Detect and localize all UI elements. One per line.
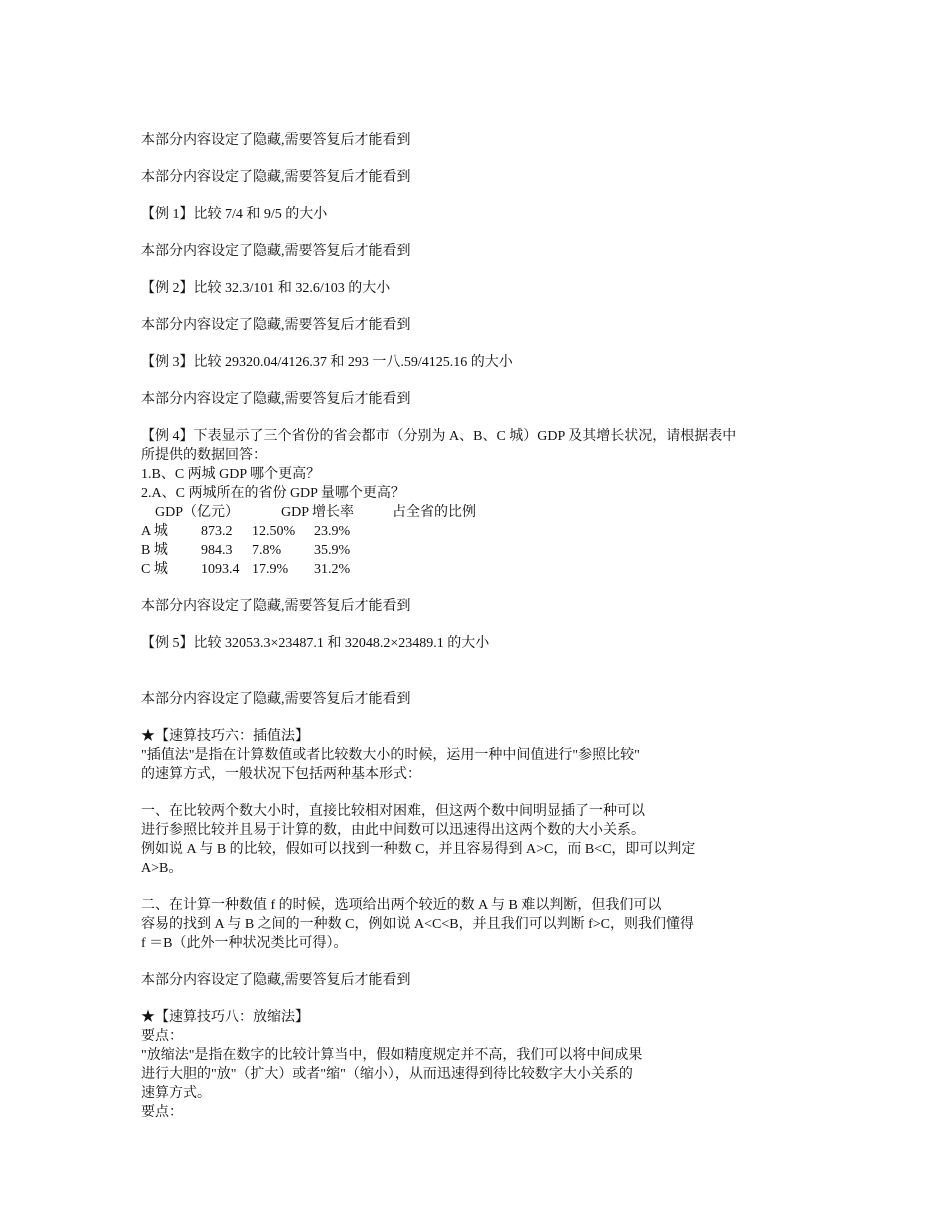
- table-row: [141, 560, 821, 579]
- hidden-notice: 本部分内容设定了隐藏,需要答复后才能看到: [141, 392, 411, 407]
- example-5: 【例 5】比较 32053.3×23487.1 和 32048.2×23489.1 的大小: [141, 636, 490, 651]
- table-cell: 1093.4: [201, 562, 240, 577]
- example-4-question-1: 1.B、C 两城 GDP 哪个更高？: [141, 467, 321, 482]
- tip-6-form-2: f ＝B（此外一种状况类比可得）。: [141, 936, 348, 951]
- tip-8-title: ★【速算技巧八：放缩法】: [141, 1010, 309, 1025]
- hidden-notice: 本部分内容设定了隐藏,需要答复后才能看到: [141, 599, 411, 614]
- table-row: [141, 541, 821, 560]
- tip-6-form-1: 例如说 A 与 B 的比较，假如可以找到一种数 C，并且容易得到 A>C，而 B<C，即可以判定: [141, 842, 696, 857]
- example-4-line-1: 【例 4】下表显示了三个省份的省会都市（分别为 A、B、C 城）GDP 及其增长状况，请根据表中: [141, 429, 737, 444]
- tip-8-key-points: 要点：: [141, 1029, 183, 1044]
- example-4-line-2: 所提供的数据回答：: [141, 448, 267, 463]
- tip-6-title: ★【速算技巧六：插值法】: [141, 729, 309, 744]
- example-1: 【例 1】比较 7/4 和 9/5 的大小: [141, 207, 328, 222]
- tip-8-definition: 进行大胆的"放"（扩大）或者"缩"（缩小），从而迅速得到待比较数字大小关系的: [141, 1067, 633, 1082]
- tip-8-key-points: 要点：: [141, 1105, 183, 1120]
- tip-6-form-2: 二、在计算一种数值 f 的时候，选项给出两个较近的数 A 与 B 难以判断，但我们可以: [141, 898, 662, 913]
- table-header-row: [141, 503, 821, 522]
- tip-6-definition: 的速算方式，一般状况下包括两种基本形式：: [141, 767, 421, 782]
- table-cell: 7.8%: [252, 543, 282, 558]
- hidden-notice: 本部分内容设定了隐藏,需要答复后才能看到: [141, 244, 411, 259]
- table-header: GDP 增长率: [281, 505, 354, 520]
- table-cell: B 城: [141, 543, 168, 558]
- hidden-notice: 本部分内容设定了隐藏,需要答复后才能看到: [141, 973, 411, 988]
- hidden-notice: 本部分内容设定了隐藏,需要答复后才能看到: [141, 133, 411, 148]
- table-header: 占全省的比例: [392, 505, 476, 520]
- tip-6-form-1: 进行参照比较并且易于计算的数，由此中间数可以迅速得出这两个数的大小关系。: [141, 823, 645, 838]
- table-cell: 35.9%: [314, 543, 351, 558]
- tip-6-form-2: 容易的找到 A 与 B 之间的一种数 C，例如说 A<C<B，并且我们可以判断 f>C，则我们懂得: [141, 917, 694, 932]
- example-3: 【例 3】比较 29320.04/4126.37 和 293 一八.59/4125.16 的大小: [141, 355, 513, 370]
- document-page: [141, 131, 821, 1122]
- table-cell: 984.3: [201, 543, 233, 558]
- gdp-table: [141, 503, 821, 579]
- table-header: GDP（亿元）: [155, 505, 240, 520]
- tip-8-definition: "放缩法"是指在数字的比较计算当中，假如精度规定并不高，我们可以将中间成果: [141, 1048, 643, 1063]
- tip-6-form-1: 一、在比较两个数大小时，直接比较相对困难，但这两个数中间明显插了一种可以: [141, 804, 645, 819]
- tip-6-form-1: A>B。: [141, 861, 183, 876]
- table-cell: A 城: [141, 524, 168, 539]
- hidden-notice: 本部分内容设定了隐藏,需要答复后才能看到: [141, 170, 411, 185]
- table-cell: 17.9%: [252, 562, 289, 577]
- hidden-notice: 本部分内容设定了隐藏,需要答复后才能看到: [141, 692, 411, 707]
- tip-8-definition: 速算方式。: [141, 1086, 211, 1101]
- table-cell: 31.2%: [314, 562, 351, 577]
- tip-6-definition: "插值法"是指在计算数值或者比较数大小的时候，运用一种中间值进行"参照比较": [141, 748, 640, 763]
- example-2: 【例 2】比较 32.3/101 和 32.6/103 的大小: [141, 281, 391, 296]
- table-cell: 12.50%: [252, 524, 296, 539]
- table-cell: 873.2: [201, 524, 233, 539]
- hidden-notice: 本部分内容设定了隐藏,需要答复后才能看到: [141, 318, 411, 333]
- table-cell: 23.9%: [314, 524, 351, 539]
- table-cell: C 城: [141, 562, 168, 577]
- example-4-question-2: 2.A、C 两城所在的省份 GDP 量哪个更高？: [141, 486, 405, 501]
- table-row: [141, 522, 821, 541]
